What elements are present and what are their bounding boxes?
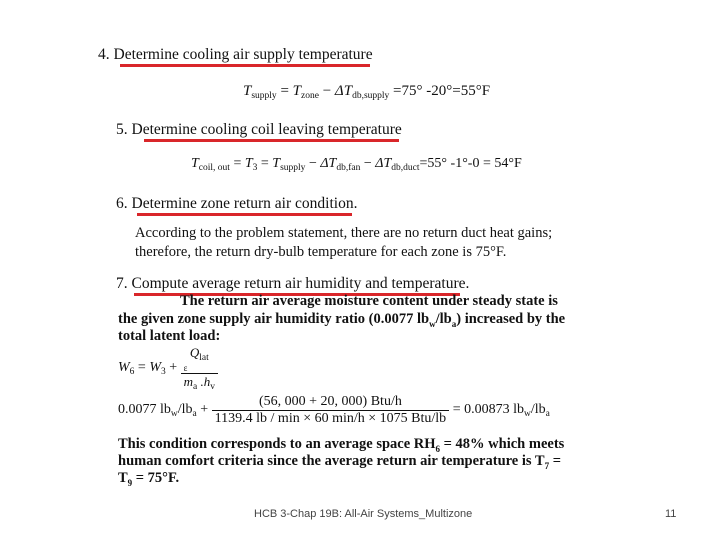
- conclusion-line-3: $T_9 = 75^\circ F$.: [118, 470, 180, 488]
- step-number: 4.: [98, 46, 110, 63]
- conclusion-line-2: human comfort criteria since the average return air temperature is $T_7$ =: [118, 453, 561, 471]
- supply-temperature-equation: $T_{supply} = T_{zone} - \Delta T_{db,supply} =75^\circ$ -20°=55°F: [243, 83, 491, 101]
- step-number: 7.: [116, 275, 128, 292]
- step-title: Determine zone return air condition.: [131, 195, 358, 212]
- coil-leaving-temperature-equation: $T_{coil, out} = T_3 = T_{supply} - \Delta T_{db,fan} - \Delta T_{db,duct}=55^\circ$ -1°-0 = 54°F: [191, 156, 522, 173]
- step-4-underline: [120, 64, 370, 67]
- step-number: 6.: [116, 195, 128, 212]
- step-5-underline: [144, 139, 399, 142]
- step-6-underline: [137, 213, 352, 216]
- footer-title: HCB 3-Chap 19B: All-Air Systems_Multizone: [254, 508, 473, 520]
- moisture-text-line-2: the given zone supply air humidity ratio (0.0077 $lb_w/lb_a$) increased by the: [118, 311, 566, 329]
- step-5-heading: [116, 121, 402, 139]
- step-7-heading: [116, 275, 469, 293]
- humidity-ratio-equation: $W_6 = W_3$ + $Q_{lat}$ ε $m_a$ $.h_v$: [118, 345, 218, 392]
- moisture-text-line-1: The return air average moisture content under steady state is: [180, 293, 558, 309]
- step-title: Determine cooling air supply temperature: [113, 46, 373, 63]
- conclusion-line-1: This condition corresponds to an average space $RH_6 = 48\%$ which meets: [118, 436, 565, 454]
- page-number: 11: [665, 508, 677, 520]
- numeric-humidity-equation: 0.0077 $lb_w/lb_a$ + $\frac{\text{(56, 000 + 20, 000) Btu/h}}{\text{1139.4 lb / min × 60 min/h × 1075 Btu/lb}}$ = 0.00873 $lb_w/lb_a$: [118, 394, 550, 426]
- moisture-text-line-3: total latent load:: [118, 328, 221, 344]
- step-number: 5.: [116, 121, 128, 138]
- step-title: Determine cooling coil leaving temperature: [131, 121, 402, 138]
- step-title: Compute average return air humidity and temperature.: [131, 275, 470, 292]
- step-4-heading: [98, 46, 373, 64]
- step-6-heading: [116, 195, 357, 213]
- return-condition-text: According to the problem statement, there are no return duct heat gains; therefore, the return dry-bulb temperature for each zone is 75°F.: [135, 225, 553, 260]
